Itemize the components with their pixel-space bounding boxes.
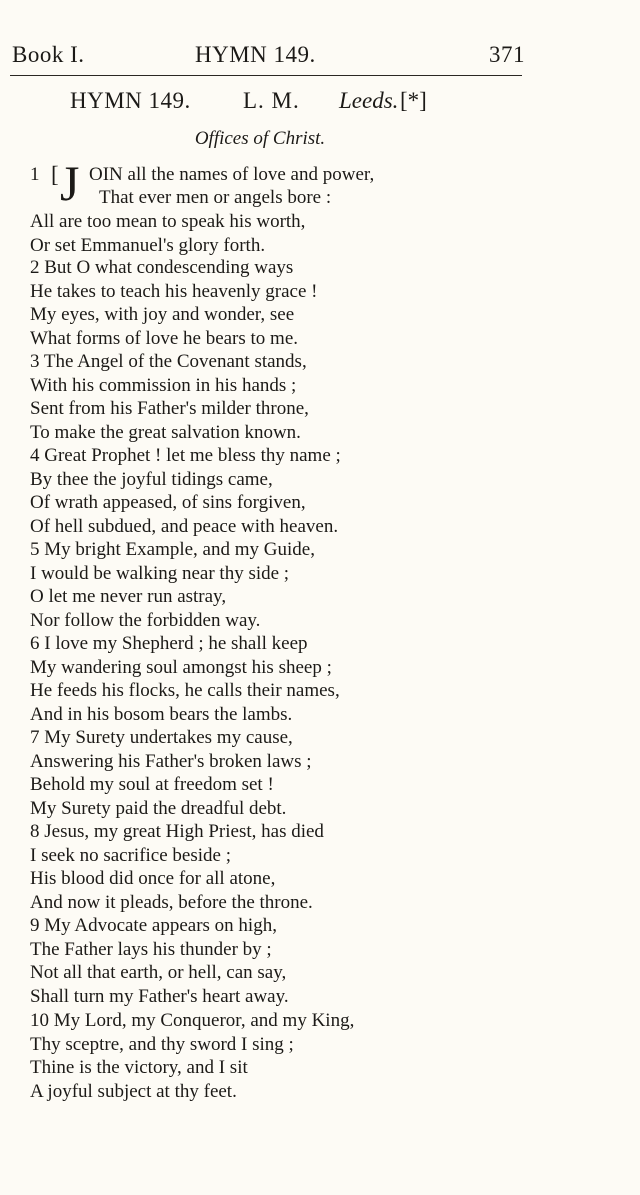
stanza-line: All are too mean to speak his worth, (30, 211, 306, 232)
header-rule (10, 75, 522, 76)
stanza-line: And now it pleads, before the throne. (30, 891, 313, 913)
stanza-2 (30, 256, 470, 350)
stanza-line: Or set Emmanuel's glory forth. (30, 234, 266, 256)
stanza-6 (30, 632, 470, 726)
stanza-4 (30, 444, 470, 538)
stanza-line: The Father lays his thunder by ; (30, 938, 272, 960)
stanza-line: Not all that earth, or hell, can say, (30, 962, 287, 983)
stanza-line: And in his bosom bears the lambs. (30, 703, 293, 725)
stanza-line: Shall turn my Father's heart away. (30, 985, 289, 1007)
stanza-line: To make the great salvation known. (30, 421, 301, 443)
stanza-line: My eyes, with joy and wonder, see (30, 304, 295, 325)
stanza-line: Sent from his Father's milder throne, (30, 398, 309, 419)
stanza-8 (30, 820, 470, 914)
stanza-line: 8 Jesus, my great High Priest, has died (30, 821, 324, 842)
stanza-line: O let me never run astray, (30, 586, 227, 607)
stanza-number: 1 (30, 164, 40, 185)
stanza-line: Of hell subdued, and peace with heaven. (30, 515, 339, 537)
running-head (12, 42, 525, 72)
stanza-line: A joyful subject at thy feet. (30, 1080, 237, 1102)
stanza-7 (30, 726, 470, 820)
stanza-9 (30, 914, 470, 1008)
hymn-tune: Leeds. (339, 88, 399, 113)
stanza-line: What forms of love he bears to me. (30, 327, 299, 349)
stanza-line: With his commission in his hands ; (30, 374, 297, 396)
stanza-line: He takes to teach his heavenly grace ! (30, 280, 318, 302)
stanza-3 (30, 350, 470, 444)
stanza-line: My wandering soul amongst his sheep ; (30, 656, 332, 678)
stanza-line: 5 My bright Example, and my Guide, (30, 539, 315, 560)
stanza-line: His blood did once for all atone, (30, 868, 276, 889)
stanza-line: He feeds his flocks, he calls their names, (30, 680, 340, 701)
hymn-meter: L. M. (243, 88, 300, 113)
stanza-line: I would be walking near thy side ; (30, 562, 290, 584)
stanza-line: 10 My Lord, my Conqueror, and my King, (30, 1010, 355, 1031)
drop-cap: J (60, 155, 80, 211)
stanza-5 (30, 538, 470, 632)
hymn-title (0, 88, 640, 118)
stanza-line: Nor follow the forbidden way. (30, 609, 261, 631)
stanza-line: I seek no sacrifice beside ; (30, 844, 231, 866)
book-label: Book I. (12, 42, 85, 67)
hymn-number: HYMN 149. (70, 88, 191, 113)
stanza-line: By thee the joyful tidings came, (30, 468, 273, 490)
stanza-line: That ever men or angels bore : (99, 187, 332, 208)
stanza-line: 7 My Surety undertakes my cause, (30, 727, 293, 748)
stanza-line: My Surety paid the dreadful debt. (30, 797, 287, 819)
stanza-line: Thine is the victory, and I sit (30, 1057, 248, 1078)
hymn-mark: [*] (400, 88, 427, 113)
stanza-line: Behold my soul at freedom set ! (30, 774, 274, 795)
stanza-line: OIN all the names of love and power, (89, 164, 375, 185)
stanza-line: 4 Great Prophet ! let me bless thy name ; (30, 445, 341, 466)
page-number: 371 (489, 42, 525, 67)
stanza-line: 3 The Angel of the Covenant stands, (30, 351, 307, 372)
stanza-line: 2 But O what condescending ways (30, 257, 294, 278)
hymn-subtitle: Offices of Christ. (194, 128, 326, 149)
stanza-10 (30, 1009, 470, 1103)
stanza-line: Answering his Father's broken laws ; (30, 750, 312, 772)
stanza-line: 9 My Advocate appears on high, (30, 915, 277, 936)
stanza-line: 6 I love my Shepherd ; he shall keep (30, 633, 308, 654)
running-hymn-number: HYMN 149. (195, 42, 316, 67)
stanza-line: Of wrath appeased, of sins forgiven, (30, 492, 306, 513)
stanza-line: Thy sceptre, and thy sword I sing ; (30, 1033, 294, 1055)
bracket-mark: [ (51, 162, 59, 187)
